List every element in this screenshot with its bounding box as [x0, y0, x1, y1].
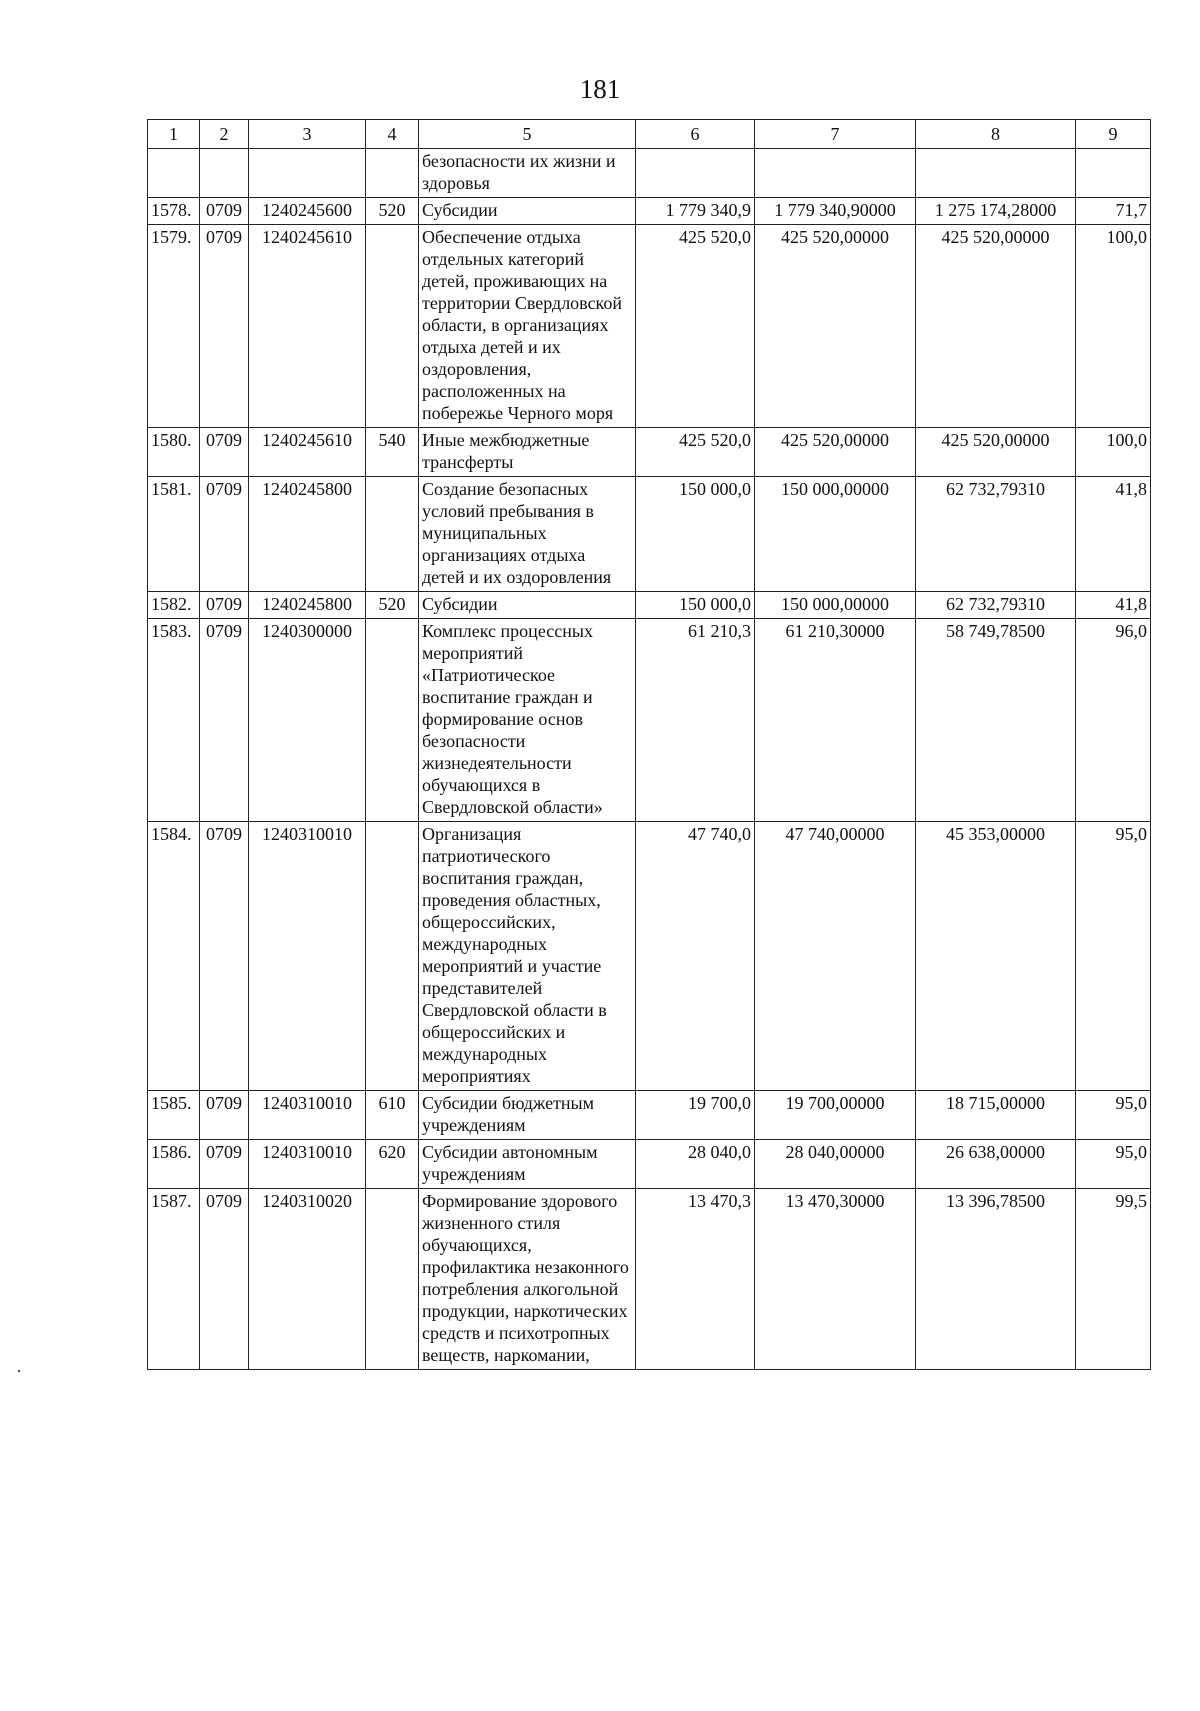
column-header: 5 [419, 120, 636, 149]
table-row [148, 1091, 1151, 1140]
section-code: 0709 [200, 198, 249, 225]
section-code: 0709 [200, 428, 249, 477]
expense-type: 610 [366, 1091, 419, 1140]
amount-approved: 1 779 340,90000 [755, 198, 916, 225]
table-row [148, 619, 1151, 822]
target-code: 1240310010 [249, 1091, 366, 1140]
item-name: Субсидии [419, 198, 636, 225]
table-row [148, 198, 1151, 225]
item-name: Иные межбюджетные трансферты [419, 428, 636, 477]
item-name: Организация патриотического воспитания граждан, проведения областных, общероссийских, международных мероприятий и участие представителей Свердловской области в общероссийских и международных мероприятиях [419, 822, 636, 1091]
amount-executed: 1 275 174,28000 [916, 198, 1076, 225]
table-row [148, 1189, 1151, 1370]
section-code: 0709 [200, 1140, 249, 1189]
amount-planned: 19 700,0 [636, 1091, 755, 1140]
section-code: 0709 [200, 619, 249, 822]
column-header: 7 [755, 120, 916, 149]
item-name: Субсидии [419, 592, 636, 619]
amount-planned: 425 520,0 [636, 428, 755, 477]
expense-type [366, 1189, 419, 1370]
execution-percent: 41,8 [1076, 592, 1151, 619]
row-number: 1584. [148, 822, 200, 1091]
target-code: 1240245610 [249, 225, 366, 428]
table-row [148, 428, 1151, 477]
table-row [148, 822, 1151, 1091]
section-code: 0709 [200, 592, 249, 619]
amount-approved: 28 040,00000 [755, 1140, 916, 1189]
amount-approved: 13 470,30000 [755, 1189, 916, 1370]
amount-planned: 150 000,0 [636, 477, 755, 592]
item-name: Субсидии бюджетным учреждениям [419, 1091, 636, 1140]
execution-percent: 96,0 [1076, 619, 1151, 822]
amount-executed: 18 715,00000 [916, 1091, 1076, 1140]
row-number: 1578. [148, 198, 200, 225]
budget-table [147, 119, 1151, 1370]
target-code: 1240245600 [249, 198, 366, 225]
amount-executed: 13 396,78500 [916, 1189, 1076, 1370]
section-code: 0709 [200, 225, 249, 428]
amount-executed: 425 520,00000 [916, 225, 1076, 428]
amount-planned: 13 470,3 [636, 1189, 755, 1370]
amount-approved: 425 520,00000 [755, 225, 916, 428]
table-row [148, 149, 1151, 198]
amount-approved: 150 000,00000 [755, 592, 916, 619]
execution-percent: 71,7 [1076, 198, 1151, 225]
table-row [148, 225, 1151, 428]
amount-approved [755, 149, 916, 198]
row-number: 1579. [148, 225, 200, 428]
table-row [148, 1140, 1151, 1189]
target-code: 1240245610 [249, 428, 366, 477]
amount-planned: 150 000,0 [636, 592, 755, 619]
item-name: Субсидии автономным учреждениям [419, 1140, 636, 1189]
section-code: 0709 [200, 822, 249, 1091]
section-code: 0709 [200, 1091, 249, 1140]
scan-speck [18, 1370, 20, 1372]
target-code: 1240245800 [249, 592, 366, 619]
expense-type [366, 225, 419, 428]
amount-executed: 62 732,79310 [916, 477, 1076, 592]
amount-planned: 47 740,0 [636, 822, 755, 1091]
item-name: Создание безопасных условий пребывания в муниципальных организациях отдыха детей и их оздоровления [419, 477, 636, 592]
amount-planned: 28 040,0 [636, 1140, 755, 1189]
target-code: 1240300000 [249, 619, 366, 822]
target-code: 1240245800 [249, 477, 366, 592]
execution-percent: 95,0 [1076, 822, 1151, 1091]
amount-approved: 19 700,00000 [755, 1091, 916, 1140]
column-header: 2 [200, 120, 249, 149]
page-number: 181 [579, 74, 621, 104]
execution-percent: 95,0 [1076, 1140, 1151, 1189]
expense-type [366, 822, 419, 1091]
amount-executed: 425 520,00000 [916, 428, 1076, 477]
expense-type: 520 [366, 592, 419, 619]
item-name: Комплекс процессных мероприятий «Патриотическое воспитание граждан и формирование основ безопасности жизнедеятельности обучающихся в Свердловской области» [419, 619, 636, 822]
execution-percent: 95,0 [1076, 1091, 1151, 1140]
item-name: безопасности их жизни и здоровья [419, 149, 636, 198]
amount-approved: 61 210,30000 [755, 619, 916, 822]
row-number: 1587. [148, 1189, 200, 1370]
item-name: Обеспечение отдыха отдельных категорий детей, проживающих на территории Свердловской области, в организациях отдыха детей и их оздоровления, расположенных на побережье Черного моря [419, 225, 636, 428]
expense-type: 620 [366, 1140, 419, 1189]
amount-planned: 1 779 340,9 [636, 198, 755, 225]
execution-percent: 99,5 [1076, 1189, 1151, 1370]
table-row [148, 477, 1151, 592]
column-header: 1 [148, 120, 200, 149]
table-header-row [148, 120, 1151, 149]
expense-type: 520 [366, 198, 419, 225]
row-number [148, 149, 200, 198]
amount-approved: 150 000,00000 [755, 477, 916, 592]
column-header: 9 [1076, 120, 1151, 149]
expense-type [366, 477, 419, 592]
target-code: 1240310020 [249, 1189, 366, 1370]
section-code: 0709 [200, 477, 249, 592]
target-code: 1240310010 [249, 1140, 366, 1189]
row-number: 1583. [148, 619, 200, 822]
amount-planned: 61 210,3 [636, 619, 755, 822]
amount-executed [916, 149, 1076, 198]
amount-executed: 26 638,00000 [916, 1140, 1076, 1189]
column-header: 3 [249, 120, 366, 149]
amount-approved: 47 740,00000 [755, 822, 916, 1091]
row-number: 1585. [148, 1091, 200, 1140]
section-code [200, 149, 249, 198]
item-name: Формирование здорового жизненного стиля обучающихся, профилактика незаконного потребления алкогольной продукции, наркотических средств и психотропных веществ, наркомании, [419, 1189, 636, 1370]
amount-executed: 45 353,00000 [916, 822, 1076, 1091]
table-row [148, 592, 1151, 619]
row-number: 1580. [148, 428, 200, 477]
amount-executed: 62 732,79310 [916, 592, 1076, 619]
column-header: 6 [636, 120, 755, 149]
expense-type [366, 619, 419, 822]
row-number: 1581. [148, 477, 200, 592]
execution-percent [1076, 149, 1151, 198]
column-header: 8 [916, 120, 1076, 149]
section-code: 0709 [200, 1189, 249, 1370]
target-code: 1240310010 [249, 822, 366, 1091]
execution-percent: 100,0 [1076, 225, 1151, 428]
amount-planned: 425 520,0 [636, 225, 755, 428]
amount-approved: 425 520,00000 [755, 428, 916, 477]
expense-type [366, 149, 419, 198]
execution-percent: 41,8 [1076, 477, 1151, 592]
expense-type: 540 [366, 428, 419, 477]
execution-percent: 100,0 [1076, 428, 1151, 477]
column-header: 4 [366, 120, 419, 149]
row-number: 1586. [148, 1140, 200, 1189]
row-number: 1582. [148, 592, 200, 619]
amount-planned [636, 149, 755, 198]
target-code [249, 149, 366, 198]
amount-executed: 58 749,78500 [916, 619, 1076, 822]
